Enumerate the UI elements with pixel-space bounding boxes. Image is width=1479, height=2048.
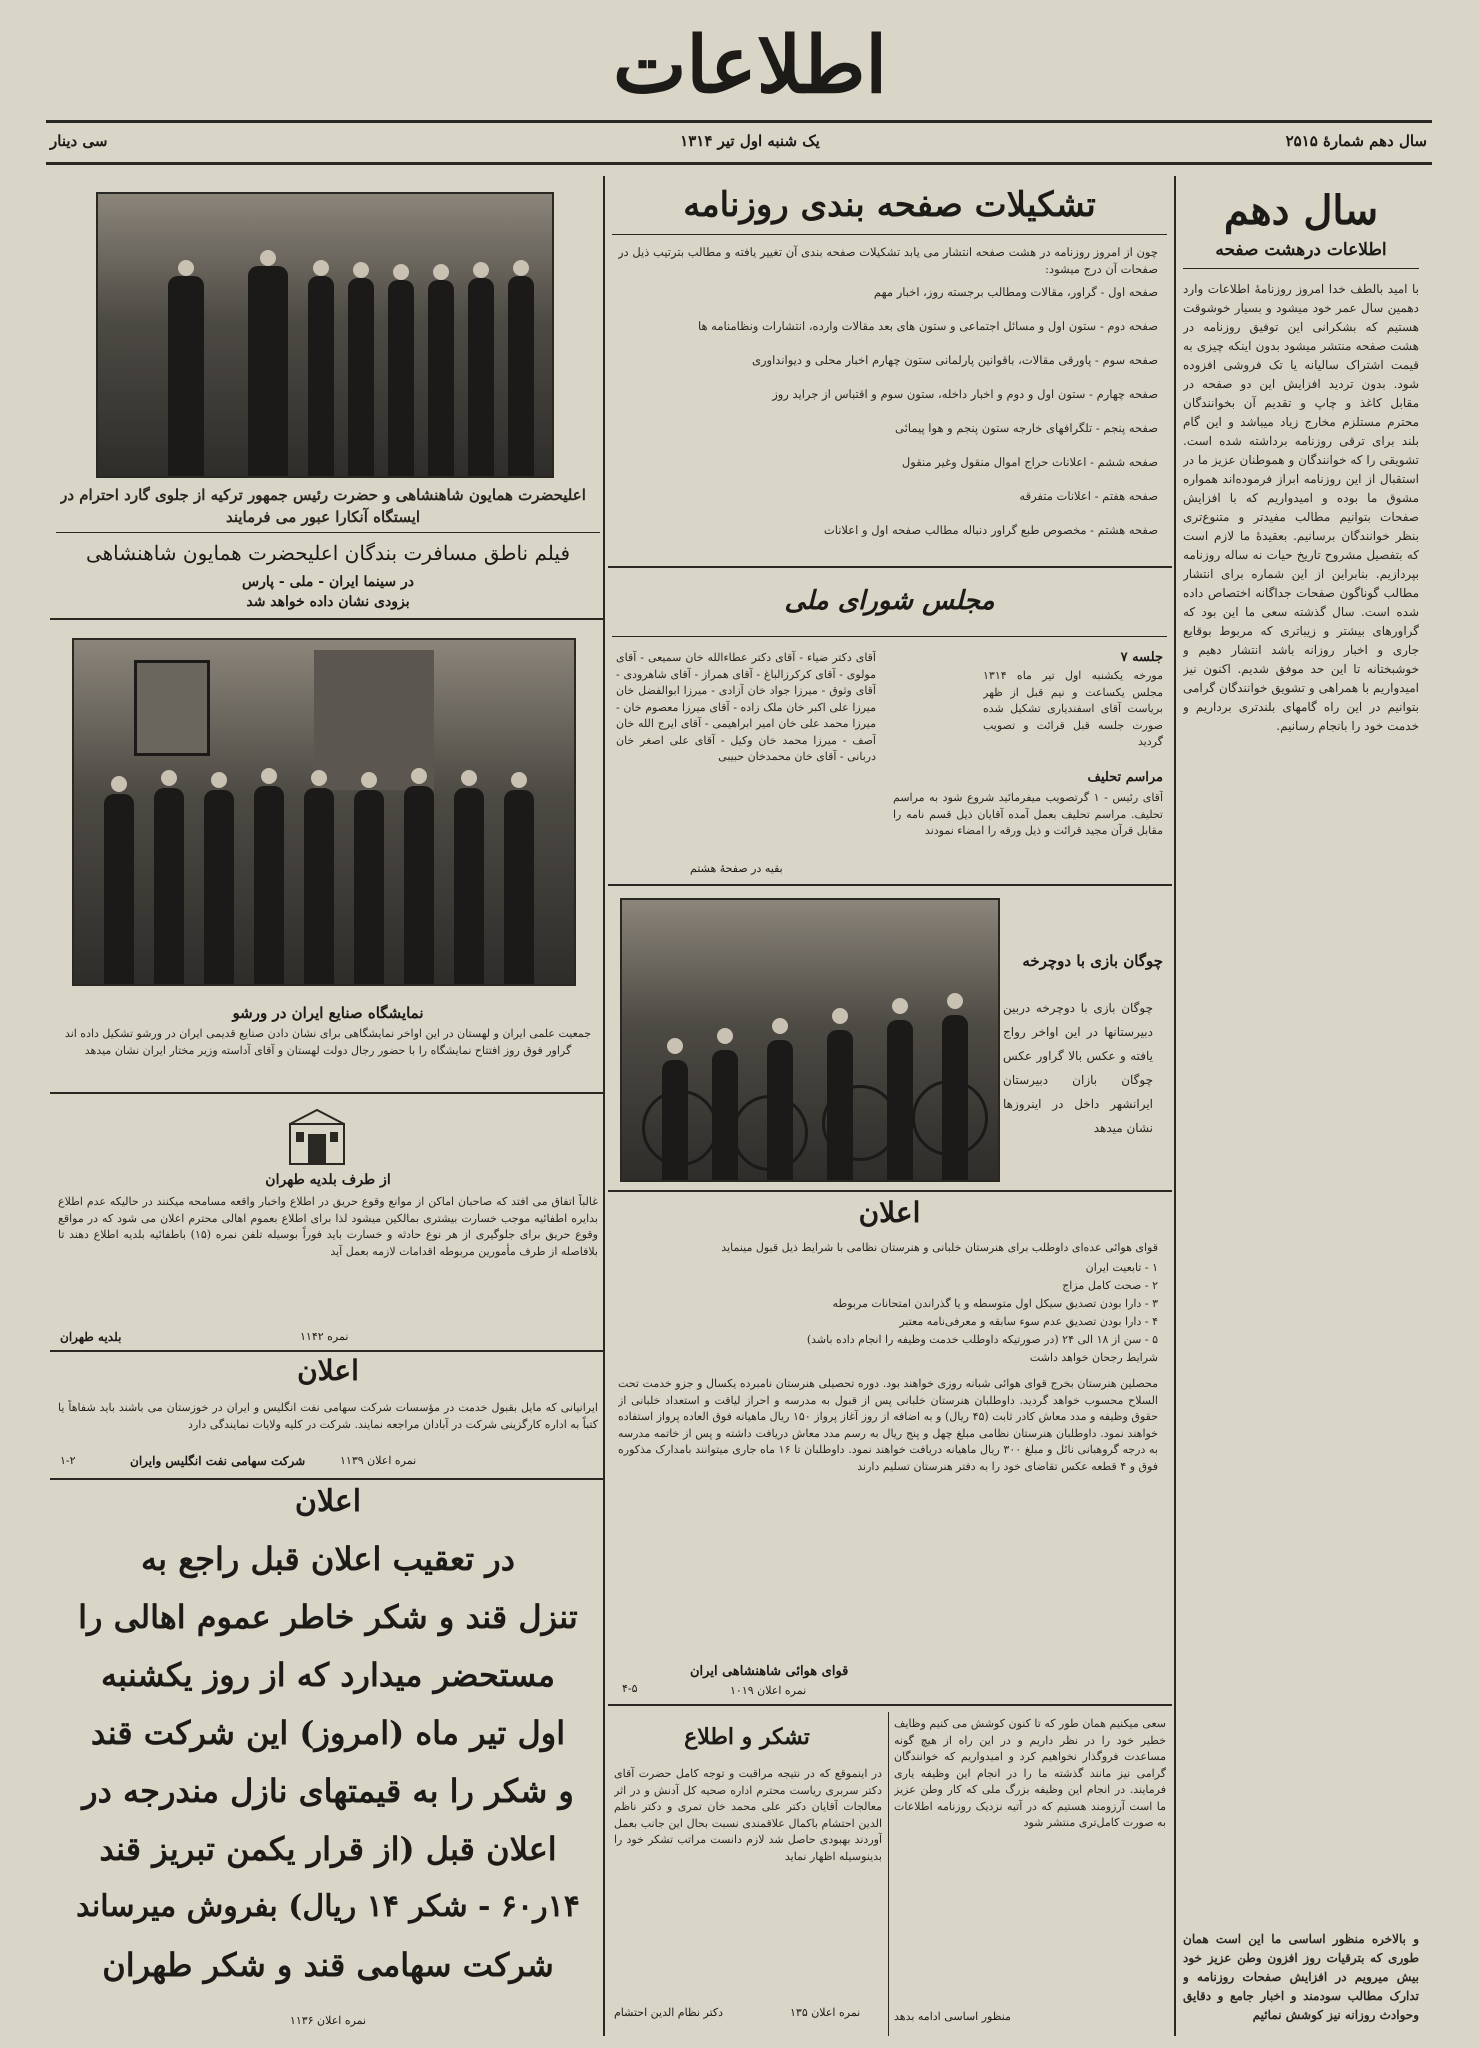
royal-visit-caption: اعلیحضرت همایون شاهنشاهی و حضرت رئیس جمهور ترکیه از جلوی گارد احترام در ایستگاه آنکارا عبور می فرمایند (60, 486, 586, 526)
sugar-ad-line: در تعقیب اعلان قبل راجع به (141, 1540, 515, 1578)
parliament-body-right: مورخه یکشنبه اول تیر ماه ۱۳۱۴ مجلس یکساعت و نیم قبل از ظهر بریاست آقای اسفندیاری تشکیل شده صورت جلسه قبل قرائت و تصویب گردید (983, 669, 1163, 748)
exhibition-body: جمعیت علمی ایران و لهستان در این اواخر نمایشگاهی برای نشان دادن صنایع قدیمی ایران در ورشو تشکیل داده اند گراور فوق روز افتتاح نمایشگاه را با حضور رجال دولت لهستان و آقای آداسته وزیر مختار ایران نشان میدهد (64, 1027, 592, 1057)
issue-date: یک شنبه اول تیر ۱۳۱۴ (680, 132, 820, 150)
page-list (618, 284, 1158, 556)
tenth-year-body: با امید بالطف خدا امروز روزنامهٔ اطلاعات وارد دهمین سال عمر خود میشود و بسیار خوشوقت هستیم که بشکرانی این توفیق روزنامه در هشت صفحه منتشر میشود بدون اینکه چیزی به قیمت اشتراک سالیانه یا تک فروشی افزوده شود. بدون تردید افزایش این دو صفحه در مقابل کاغذ و چاپ و تقدیم آن بخوانندگان محترم مستلزم مخارج زیاد میباشد و این گام بلند برای ترقی روزنامه برداشته شده است. تشویقی را که خوانندگان و هموطنان عزیز ما در استقبال از این روزنامه ابراز فرموده‌اند همواره مشوق ما بوده و امیدواریم که با افزایش صفحات بتوانیم مطالب مفیدتر و متنوع‌تری بنظر خوانندگان برسانیم. بعقیدهٔ ما لازم است که بتفصیل مشروح تاریخ حیات نه ساله روزنامه بپردازیم. بنابراین از این شماره برای انتشار مطالب گوناگون صفحات جداگانه اختصاص داده شده است. سال گذشته سعی ما این بود که گراورهای بیشتر و زیباتری که مربوط بوقایع جاری و اخبار روزانه باشد انتشار دهیم و خوشبختانه تا این حد موفق شدیم. اکنون نیز امیدواریم با همراهی و تشویق خوانندگان گرامی بتوانیم در این راه گامهای بلندتری برداریم و خدمت خود را بانجام رسانیم. (1183, 282, 1419, 733)
thanks-heading: تشکر و اطلاع (684, 1724, 810, 1750)
sugar-ad-line: اعلان قبل (از قرار یکمن تبریز قند (99, 1830, 557, 1868)
film-soon: بزودی نشان داده خواهد شد (246, 594, 410, 610)
thanks-signature: دکتر نظام الدین احتشام (614, 2006, 724, 2019)
parliament-body-left: آقای دکتر ضیاء - آقای دکتر عطاءالله خان سمیعی - آقای مولوی - آقای کرکرزالباغ - آقای همراز - آقای شاهرودی - آقای وثوق - میرزا جواد خان آزادی - میرزا ابوالفضل خان میرزا علی اکبر خان ملک زاده - آقای میرزا معصوم خان - میرزا محمد علی خان امیر ابراهیمی - آقای ایرج الله خان آصف - میرزا محمد خان وکیل - آقای علی اصغر خان دربانی - آقای خان محمدخان حبیبی (616, 651, 876, 763)
oil-ad-number: نمره اعلان ۱۱۳۹ (340, 1454, 417, 1467)
masthead-rule-bottom (46, 162, 1432, 165)
oil-ad-signature: شرکت سهامی نفت انگلیس وایران (130, 1454, 306, 1468)
oath-subheading: مراسم تحلیف (1087, 770, 1163, 785)
page-item: صفحه سوم - پاورقی مقالات، باقوانین پارلمانی ستون چهارم اخبار محلی و دیوانداوری (752, 353, 1158, 367)
sugar-ad-line: اول تیر ماه (امروز) این شرکت قند (90, 1714, 566, 1752)
sugar-ad-heading: اعلان (294, 1484, 362, 1519)
divider (1183, 268, 1419, 269)
divider (50, 1478, 604, 1480)
divider (608, 1704, 1172, 1706)
divider (612, 636, 1167, 637)
royal-visit-photo (96, 192, 554, 478)
parliament-heading: مجلس شورای ملی (784, 586, 995, 616)
bicycle-polo-heading: چوگان بازی با دوچرخه (1022, 952, 1163, 970)
sugar-ad-line: و شکر را به قیمتهای نازل مندرجه در (82, 1772, 574, 1810)
bicycle-polo-photo (620, 898, 1000, 1182)
municipality-number: نمره ۱۱۴۲ (300, 1330, 349, 1343)
sugar-ad-line: شرکت سهامی قند و شکر طهران (102, 1946, 554, 1984)
requirement-item: ۵ - سن از ۱۸ الی ۲۴ (در صورتیکه داوطلب خدمت وظیفه را انجام داده باشد) (806, 1333, 1158, 1346)
aviation-ad-heading: اعلان (858, 1196, 921, 1229)
requirement-item: ۴ - دارا بودن تصدیق عدم سوء سابقه و معرفی‌نامه معتبر (899, 1315, 1158, 1328)
sugar-ad-line: تنزل قند و شکر خاطر عموم اهالی را (78, 1598, 578, 1636)
municipality-emblem-icon (282, 1108, 352, 1168)
page-item: صفحه پنجم - تلگرافهای خارجه ستون پنجم و هوا پیمائی (895, 421, 1158, 435)
aviation-ad-body: محصلین هنرستان بخرج قوای هوائی شبانه روزی خواهند بود. دوره تحصیلی هنرستان نامبرده یکسال و جزو خدمت تحت السلاح محسوب خواهد گردید. داوطلبان هنرستان خلبانی پس از قبول به مدرسه و احراز لیاقت و استعداد خلبانی از حقوق وظیفه و مدد معاش کادر ثابت (۴۵ ریال) و به اضافه از روز آغاز پرواز ۱۵۰ ریال ماهیانه فوق العاده پرواز استفاده خواهند نمود. داوطلبان هنرستان نظامی مبلغ چهل و پنج ریال به رسم مدد معاش دریافت داشته و پس از خاتمه مدرسه به درجه گروهبانی نائل و مبلغ ۳۰۰ ریال ماهیانه دریافت خواهند نمود. داوطلبان تا ۱۶ ماه جاری میتوانند بامدارک مذکوره فوق و ۴ قطعه عکس تقاضای خود را به دفتر هنرستان تسلیم دارند (618, 1377, 1158, 1473)
aviation-ad-intro: قوای هوائی عده‌ای داوطلب برای هنرستان خلبانی و هنرستان نظامی با شرایط ذیل قبول مینماید (721, 1241, 1158, 1254)
divider (50, 618, 604, 620)
masthead-title: اطلاعات (612, 20, 888, 111)
divider (612, 234, 1167, 235)
session-number: جلسه ۷ (1120, 650, 1163, 665)
municipality-body: غالباً اتفاق می افتد که صاحبان اماکن از موانع وقوع حریق در اطلاع واخبار واقعه مسامحه میکنند در حالیکه عدم اطلاع بدایره اطفائیه موجب خسارت بیشتری بمالکین میشود لذا برای اطلاع بعموم اهالی محترم اعلان می شود که در مواقع وقوع حریق برای جلوگیری از هر نوع حادثه و خسارت باید فوراً بوسیله تلفن نمره (۱۵) باطفائیه بلدیه اطلاع دهند تا بلافاصله از طرف مأمورین مربوطه اقدامات لازمه بعمل آید (58, 1195, 598, 1258)
issue-price: سی دینار (50, 132, 108, 150)
column-divider-left (603, 176, 605, 2036)
page-item: صفحه چهارم - ستون اول و دوم و اخبار داخله، ستون سوم و اقتباس از جراید روز (772, 387, 1158, 401)
thanks-closing: منظور اساسی ادامه بدهد (894, 2010, 1011, 2023)
aviation-ad-signature: قوای هوائی شاهنشاهی ایران (690, 1664, 849, 1679)
column-divider-right (1174, 176, 1176, 2036)
sugar-ad-number: نمره اعلان ۱۱۳۶ (289, 2014, 367, 2027)
divider (50, 1092, 604, 1094)
issue-number: سال دهم شمارهٔ ۲۵۱۵ (1285, 132, 1427, 150)
exhibition-photo (72, 638, 576, 986)
divider (608, 566, 1172, 568)
eight-pages-subheading: اطلاعات درهشت صفحه (1215, 240, 1387, 260)
requirement-item: ۲ - صحت کامل مزاج (1062, 1279, 1158, 1292)
oil-ad-ref: ۱-۲ (60, 1454, 76, 1467)
aviation-ad-number: نمره اعلان ۱۰۱۹ (730, 1684, 807, 1697)
sugar-ad-lines (58, 1530, 598, 2002)
tenth-year-heading: سال دهم (1223, 187, 1379, 234)
divider (56, 532, 600, 533)
divider (50, 1350, 604, 1352)
exhibition-heading: نمایشگاه صنایع ایران در ورشو (232, 1004, 424, 1022)
page-layout-intro: چون از امروز روزنامه در هشت صفحه انتشار می یابد تشکیلات صفحه بندی آن تغییر یافته و مطالب بترتیب ذیل در صفحات آن درج میشود: (618, 245, 1158, 276)
page-item: صفحه هشتم - مخصوص طبع گراور دنباله مطالب صفحه اول و اعلانات (823, 523, 1158, 537)
masthead-rule-top (46, 120, 1432, 123)
divider (888, 1712, 889, 2036)
aviation-ad-ref: ۴-۵ (622, 1682, 638, 1695)
oil-ad-body: ایرانیانی که مایل بقبول خدمت در مؤسسات شرکت سهامی نفت انگلیس و ایران در خوزستان می باشند باید شفاهاً یا کتباً به اداره کارگزینی شرکت در آبادان مراجعه نمایند. شرکت در کلیه ولایات نمایندگی دارد (58, 1401, 598, 1431)
thanks-number: نمره اعلان ۱۳۵ (790, 2006, 861, 2019)
page-item: صفحه ششم - اعلانات حراج اموال منقول وغیر منقول (901, 455, 1158, 469)
municipality-signature: بلدیه طهران (60, 1330, 122, 1344)
sugar-ad-line: مستحضر میدارد که از روز یکشنبه (101, 1656, 555, 1694)
requirement-item: شرایط رجحان خواهد داشت (1029, 1351, 1158, 1364)
page-item: صفحه هفتم - اعلانات متفرقه (1019, 489, 1158, 503)
page-item: صفحه اول - گراور، مقالات ومطالب برجسته روز، اخبار مهم (873, 285, 1158, 299)
requirement-item: ۳ - دارا بودن تصدیق سیکل اول متوسطه و یا گذراندن امتحانات مربوطه (832, 1297, 1158, 1310)
page-layout-heading: تشکیلات صفحه بندی روزنامه (683, 185, 1096, 225)
film-heading: فیلم ناطق مسافرت بندگان اعلیحضرت همایون شاهنشاهی (85, 541, 571, 565)
oil-ad-heading: اعلان (297, 1354, 359, 1387)
requirement-item: ۱ - تابعیت ایران (1085, 1261, 1158, 1274)
thanks-body-left: سعی میکنیم همان طور که تا کنون کوشش می کنیم وظایف خطیر خود را در نظر داریم و در این راه از هیچ گونه مساعدت فروگذار نخواهیم کرد و امیدواریم که خوانندگان گرامی نیز مانند گذشته ما را در انجام این وظیفه یاری فرمایند. در انجام این وظیفه بزرگ ملی که کار وطن عزیز ما است آرزومند هستیم که در آتیه نزدیک روزنامه اطلاعات به صورت کامل‌تری منتشر شود (894, 1717, 1166, 1829)
thanks-body-right: در اینموقع که در نتیجه مراقبت و توجه کامل حضرت آقای دکتر سربری ریاست محترم اداره صحیه کل آدنش و در اثر معالجات آقایان دکتر علی محمد خان تمری و دکتر ناظم الدین احتشام باکمال علاقمندی نسبت بحال این جانب بعمل آوردند بهبودی حاصل شد لازم دانست مراتب تشکر خود را بدینوسیله اظهار نماید (614, 1767, 882, 1863)
sugar-ad-line: ۱۴ر۶۰ - شکر ۱۴ ریال) بفروش میرساند (76, 1889, 580, 1924)
film-cinemas: در سینما ایران - ملی - پارس (242, 574, 414, 590)
parliament-body-right-2: آقای رئیس - ۱ گرتصویب میفرمائید شروع شود به مراسم تحلیف. مراسم تحلیف بعمل آمده آقایان ذیل قسم نامه را مقابل قرآن مجید قرائت و ذیل ورقه را امضاء نمودند (893, 791, 1163, 837)
tenth-year-closing: و بالاخره منظور اساسی ما این است همان طوری که بترقیات روز افزون وطن عزیز خود بیش میرویم در افزایش صفحات روزنامه و تدارک مطالب سودمند و اخبار جامع و دقایق وحوادث روزانه نیز کوشش نمائیم (1183, 1932, 1419, 2022)
bicycle-polo-body: چوگان بازی با دوچرخه دربین دبیرستانها در این اواخر رواج یافته و عکس بالا گراور عکس چوگان بازان دبیرستان ایرانشهر داخل در اینروزها نشان میدهد (1003, 1001, 1153, 1135)
continued-note: بقیه در صفحهٔ هشتم (690, 862, 783, 875)
divider (608, 884, 1172, 886)
municipality-heading: از طرف بلدیه طهران (265, 1172, 391, 1188)
divider (608, 1190, 1172, 1192)
page-item: صفحه دوم - ستون اول و مسائل اجتماعی و ستون های بعد مقالات وارده، انتشارات ونظامنامه ها (697, 319, 1158, 333)
aviation-requirements (618, 1260, 1158, 1372)
